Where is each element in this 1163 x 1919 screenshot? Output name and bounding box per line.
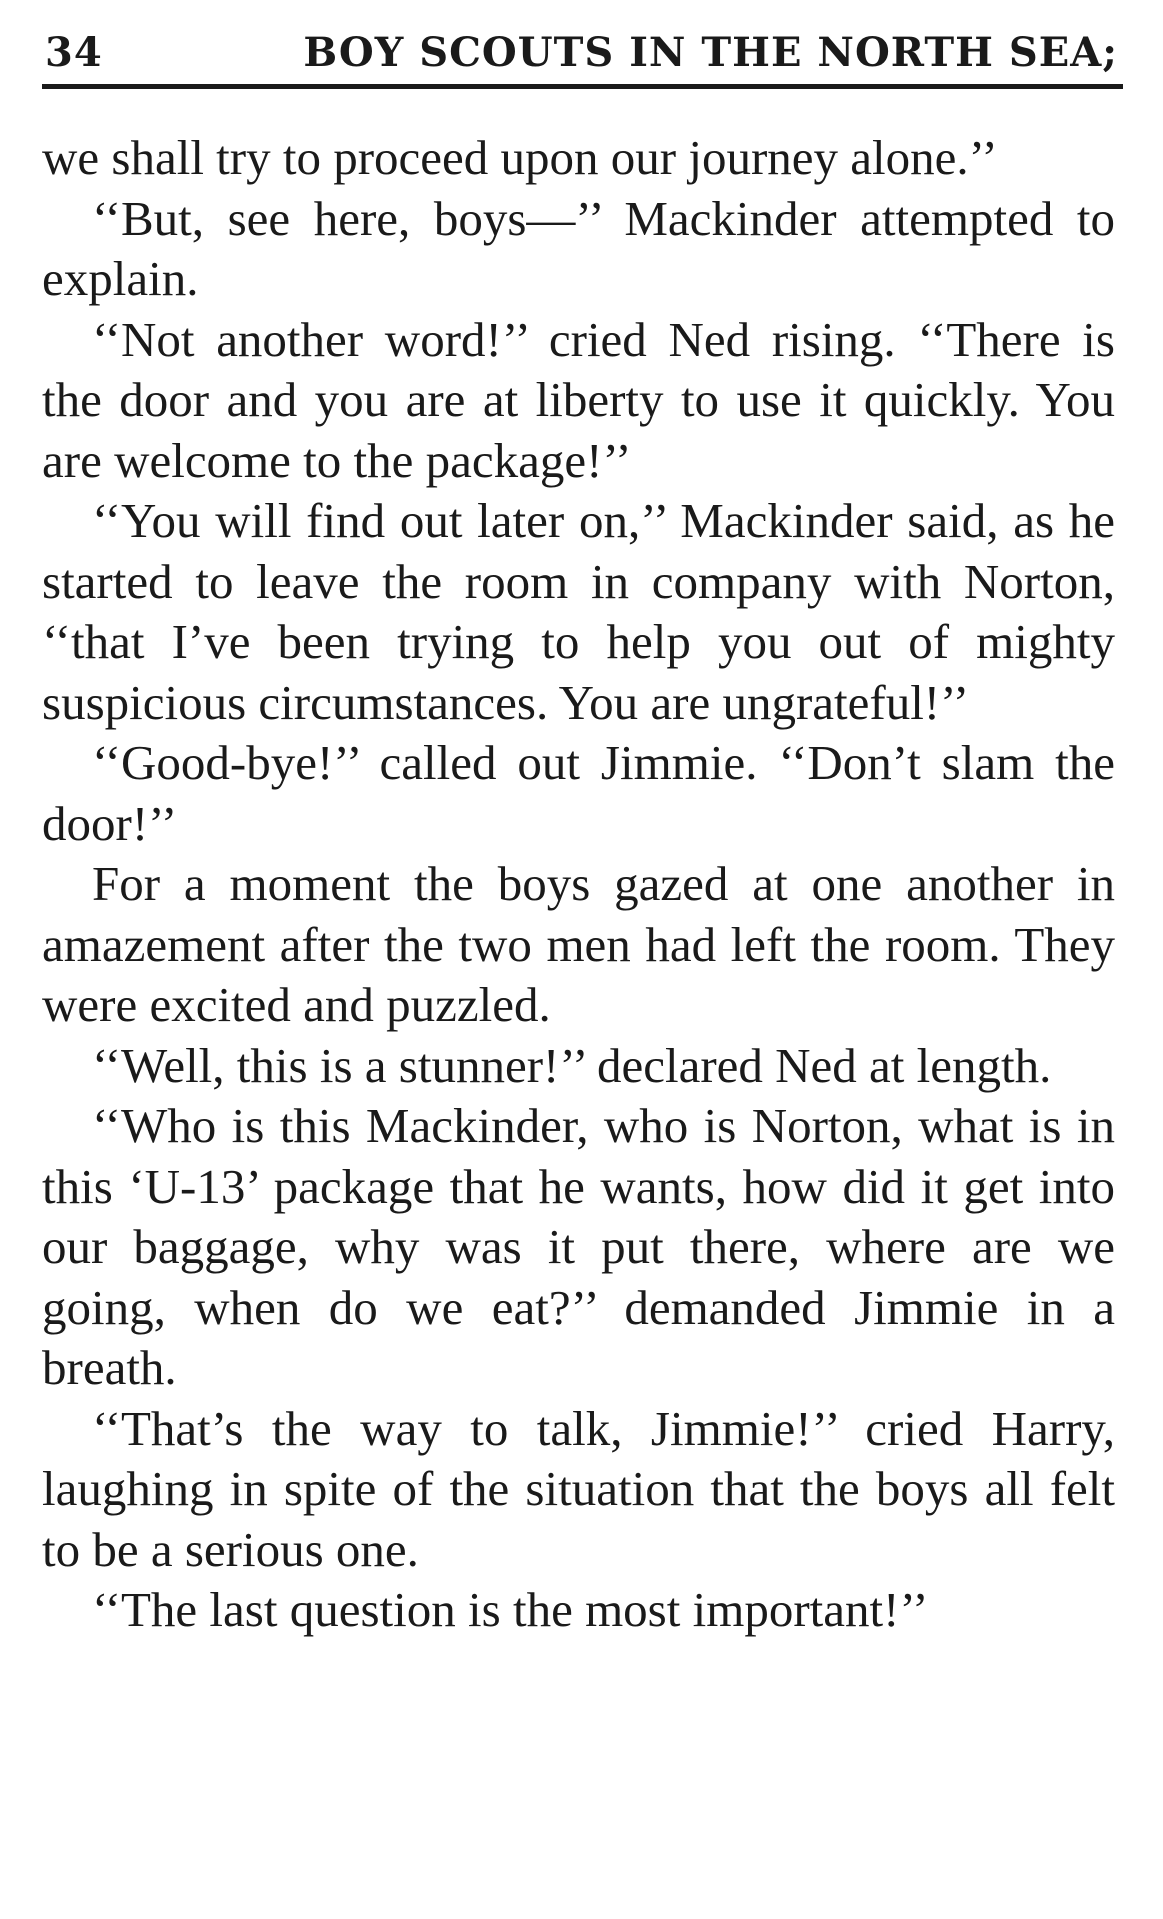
paragraph: ‘‘You will find out later on,’’ Mackinder said, as he started to leave the room in company with Norton, ‘‘that I’ve been trying to help you out of mighty suspicious circumstances. You are ungrateful!’’ xyxy=(42,493,1115,730)
paragraph: For a moment the boys gazed at one another in amazement after the two men had left the room. They were excited and puzzled. xyxy=(42,856,1115,1032)
running-title: BOY SCOUTS IN THE NORTH SEA; xyxy=(303,28,1118,76)
header-rule xyxy=(42,84,1123,89)
paragraph: ‘‘Who is this Mackinder, who is Norton, what is in this ‘U-13’ package that he wants, how did it get into our baggage, why was it put there, where are we going, when do we eat?’’ demanded Jimmie in a breath. xyxy=(42,1098,1115,1395)
page-number: 34 xyxy=(45,28,103,76)
paragraph: ‘‘Good-bye!’’ called out Jimmie. ‘‘Don’t slam the door!’’ xyxy=(42,735,1115,851)
paragraph: ‘‘But, see here, boys—’’ Mackinder attempted to explain. xyxy=(42,190,1115,306)
paragraph: ‘‘Well, this is a stunner!’’ declared Ned at length. xyxy=(92,1037,1052,1093)
paragraph: ‘‘Not another word!’’ cried Ned rising. ‘‘There is the door and you are at liberty to use it quickly. You are welcome to the package!’’ xyxy=(42,311,1115,488)
body-text xyxy=(42,128,1115,1641)
running-head xyxy=(45,24,1118,80)
paragraph: ‘‘That’s the way to talk, Jimmie!’’ cried Harry, laughing in spite of the situation that the boys all felt to be a serious one. xyxy=(42,1400,1115,1577)
paragraph: ‘‘The last question is the most important!’’ xyxy=(92,1582,929,1637)
paragraph: we shall try to proceed upon our journey alone.’’ xyxy=(42,130,998,185)
